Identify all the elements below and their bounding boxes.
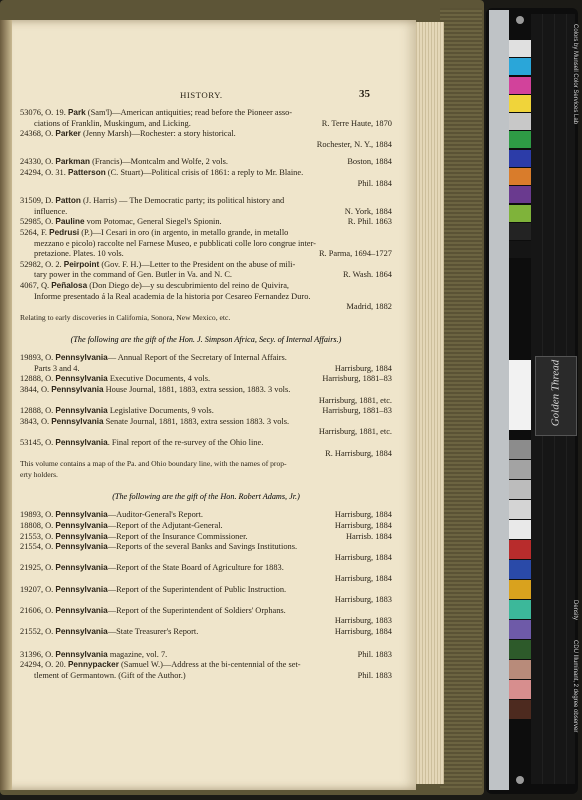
entry-imprint: R. Parma, 1694–1727 — [318, 249, 392, 259]
catalog-entries — [20, 108, 392, 681]
entry-text: 3843, O. Pennsylvania Senate Journal, 1881, 1883, extra session 1883. 3 vols. — [20, 416, 290, 426]
color-swatch — [509, 77, 531, 94]
entry-text: 53076, O. 19. Park (Sam'l)—American antiquities; read before the Pioneer asso- — [20, 108, 293, 117]
color-swatch — [509, 700, 531, 719]
entry-text: 52985, O. Pauline vom Potomac, General Siegel's Spionin. — [20, 217, 222, 227]
entry-text: erty holders. — [20, 469, 58, 479]
catalog-entry-line — [20, 532, 392, 543]
target-hole-bottom — [516, 776, 524, 784]
catalog-entry-line — [20, 671, 392, 682]
entry-text: 31396, O. Pennsylvania magazine, vol. 7. — [20, 649, 168, 659]
page-edges — [414, 22, 444, 784]
catalog-entry-line — [20, 239, 392, 250]
color-swatch — [509, 600, 531, 619]
entry-text: 21606, O. Pennsylvania—Report of the Superintendent of Soldiers' Orphans. — [20, 605, 286, 615]
entry-text: Informe presentado á la Real academia de la historia por Cesareo Fernandez Duro. — [34, 291, 311, 301]
entry-text: tlement of Germantown. (Gift of the Author.) — [34, 670, 186, 680]
catalog-entry-line — [20, 302, 392, 313]
color-swatch — [509, 95, 531, 112]
entry-text: 24294, O. 31. Patterson (C. Stuart)—Political crisis of 1861: a reply to Mr. Blaine. — [20, 167, 304, 177]
line-gap — [20, 150, 392, 157]
entry-imprint: Phil. 1884 — [357, 178, 392, 188]
catalog-entry-line — [20, 606, 392, 617]
catalog-entry-line — [20, 396, 392, 407]
color-swatches-top — [509, 40, 531, 260]
entry-imprint: Harrisburg, 1884 — [334, 552, 392, 562]
entry-text: 12888, O. Pennsylvania Executive Documents, 4 vols. — [20, 374, 211, 384]
target-hole-top — [516, 16, 524, 24]
entry-imprint: Harrisburg, 1884 — [334, 521, 392, 530]
entry-note — [20, 313, 392, 324]
line-gap — [20, 346, 392, 353]
entry-text: 3844, O. Pennsylvania House Journal, 1881, 1883, extra session, 1883. 3 vols. — [20, 385, 291, 395]
entry-imprint: Harrisburg, 1884 — [334, 510, 392, 520]
entry-text: 19207, O. Pennsylvania—Report of the Superintendent of Public Instruction. — [20, 584, 287, 594]
entry-text: 24368, O. Parker (Jenny Marsh)—Rochester: a story historical. — [20, 129, 236, 139]
color-swatch — [509, 440, 531, 459]
golden-thread-stamp — [535, 356, 577, 436]
color-swatch — [509, 640, 531, 659]
entry-imprint: Harrisburg, 1884 — [334, 363, 392, 373]
catalog-entry-line — [20, 196, 392, 207]
target-top-label: Colors by Munsell Color Services Lab — [572, 24, 578, 125]
density-label: Density — [572, 600, 578, 621]
catalog-entry-line — [20, 417, 392, 428]
entry-text: 19893, O. Pennsylvania—Auditor-General's Report. — [20, 510, 204, 520]
page-gutter — [0, 20, 12, 790]
entry-text: mezzano e picolo) raccolte nel Farnese Museo, e pubblicati colle loro congrue inter- — [34, 238, 316, 248]
catalog-entry-line — [20, 385, 392, 396]
color-swatch — [509, 520, 531, 539]
entry-text: 24330, O. Parkman (Francis)—Montcalm and Wolfe, 2 vols. — [20, 157, 228, 167]
entry-text: 12888, O. Pennsylvania Legislative Documents, 9 vols. — [20, 406, 214, 416]
catalog-entry-line — [20, 353, 392, 364]
catalog-entry-line — [20, 650, 392, 661]
section-gap — [20, 480, 392, 492]
entry-imprint: R. Wash. 1864 — [343, 270, 392, 280]
entry-text: Parts 3 and 4. — [34, 363, 80, 373]
catalog-entry-line — [20, 585, 392, 596]
catalog-entry-line — [20, 364, 392, 375]
color-swatch — [509, 540, 531, 559]
catalog-entry-line — [20, 140, 392, 151]
entry-text: 5264, F. Pedrusi (P.)—I Cesari in oro (in argento, in metallo grande, in metallo — [20, 227, 289, 237]
target-bottom-label: CDU Illuminant, 2 degree observer — [572, 640, 578, 733]
color-swatch — [509, 480, 531, 499]
entry-text: ciations of Franklin, Muskingum, and Licking. — [34, 118, 191, 128]
entry-text: 21925, O. Pennsylvania—Report of the State Board of Agriculture for 1883. — [20, 563, 284, 573]
color-swatch — [509, 205, 531, 222]
catalog-entry-line — [20, 129, 392, 140]
catalog-entry-line — [20, 270, 392, 281]
color-swatch — [509, 660, 531, 679]
color-swatch — [509, 500, 531, 519]
catalog-entry-line — [20, 510, 392, 521]
catalog-entry-line — [20, 627, 392, 638]
entry-imprint: Harrisburg, 1884 — [334, 573, 392, 583]
section-gap — [20, 323, 392, 335]
catalog-entry-line — [20, 217, 392, 228]
running-head: HISTORY. — [180, 90, 223, 100]
catalog-entry-line — [20, 260, 392, 271]
catalog-entry-line — [20, 595, 392, 606]
entry-text: 4067, Q. Peñalosa (Don Diego de)—y su descubrimiento del reino de Quivira, — [20, 280, 290, 290]
entry-imprint: Phil. 1883 — [357, 670, 392, 680]
color-swatch — [509, 186, 531, 203]
entry-text: 24294, O. 20. Pennypacker (Samuel W.)—Address at the bi-centennial of the set- — [20, 660, 301, 670]
entry-imprint: Harrisburg, 1881, etc. — [318, 427, 392, 437]
target-label-box — [509, 360, 531, 430]
entry-note — [20, 470, 392, 481]
catalog-entry-line — [20, 292, 392, 303]
color-swatch — [509, 40, 531, 57]
entry-imprint: Harrisburg, 1881–83 — [322, 374, 392, 384]
entry-imprint: Harrisburg, 1883 — [334, 595, 392, 605]
catalog-entry-line — [20, 427, 392, 438]
catalog-entry-line — [20, 542, 392, 553]
catalog-entry-line — [20, 563, 392, 574]
entry-text: pretazione. Plates. 10 vols. — [34, 249, 124, 259]
cover-cloth-texture — [440, 8, 482, 788]
catalog-entry-line — [20, 119, 392, 130]
entry-text: 18808, O. Pennsylvania—Report of the Adjutant-General. — [20, 521, 223, 530]
entry-note — [20, 459, 392, 470]
entry-text: 21552, O. Pennsylvania—State Treasurer's Report. — [20, 626, 199, 636]
color-swatch — [509, 560, 531, 579]
stamp-text: Golden Thread — [549, 359, 562, 427]
catalog-entry-line — [20, 179, 392, 190]
entry-imprint: Harrisburg, 1883 — [334, 616, 392, 626]
color-swatch — [509, 241, 531, 258]
catalog-entry-line — [20, 521, 392, 532]
entry-text: 21554, O. Pennsylvania—Reports of the several Banks and Savings Institutions. — [20, 542, 298, 552]
catalog-entry-line — [20, 553, 392, 564]
catalog-entry-line — [20, 616, 392, 627]
color-swatches-bottom — [509, 440, 531, 720]
line-gap — [20, 503, 392, 510]
entry-text: Relating to early discoveries in California, Sonora, New Mexico, etc. — [20, 312, 231, 322]
color-swatch — [509, 680, 531, 699]
entry-imprint: Phil. 1883 — [357, 649, 392, 659]
catalog-entry-line — [20, 574, 392, 585]
catalog-entry-line — [20, 228, 392, 239]
page-number: 35 — [359, 88, 370, 100]
entry-imprint: R. Phil. 1863 — [347, 217, 392, 227]
entry-imprint: Rochester, N. Y., 1884 — [316, 139, 392, 149]
catalog-entry-line — [20, 207, 392, 218]
catalog-entry-line — [20, 406, 392, 417]
entry-imprint: Madrid, 1882 — [346, 302, 392, 312]
catalog-entry-line — [20, 374, 392, 385]
entry-text: This volume contains a map of the Pa. and Ohio boundary line, with the names of prop- — [20, 459, 287, 469]
entry-imprint: Boston, 1884 — [347, 157, 392, 167]
entry-text: 53145, O. Pennsylvania. Final report of the re-survey of the Ohio line. — [20, 438, 264, 448]
entry-imprint: Harrisburg, 1884 — [334, 626, 392, 636]
entry-imprint: Harrisb. 1884 — [345, 531, 392, 541]
color-swatch — [509, 460, 531, 479]
entry-text: 21553, O. Pennsylvania—Report of the Insurance Commissioner. — [20, 531, 248, 541]
line-gap — [20, 189, 392, 196]
color-swatch — [509, 580, 531, 599]
color-swatch — [509, 113, 531, 130]
gift-section-heading: (The following are the gift of the Hon. J. Simpson Africa, Secy. of Internal Affairs.) — [70, 335, 342, 345]
catalog-entry-line — [20, 449, 392, 460]
catalog-entry-line — [20, 157, 392, 168]
entry-text: 52982, O. 2. Peirpoint (Gov. F. H.)—Letter to the President on the abuse of mili- — [20, 259, 296, 269]
color-swatch — [509, 150, 531, 167]
color-swatch — [509, 168, 531, 185]
catalog-entry-line — [20, 249, 392, 260]
gray-scale-strip — [489, 10, 509, 790]
entry-text: 31509, D. Patton (J. Harris) — The Democratic party; its political history and — [20, 196, 285, 206]
entry-text: tary power in the command of Gen. Butler in Va. and N. C. — [34, 270, 233, 280]
entry-text: influence. — [34, 206, 68, 216]
catalog-entry-line — [20, 108, 392, 119]
color-swatch — [509, 131, 531, 148]
catalog-entry-line — [20, 438, 392, 449]
entry-imprint: Harrisburg, 1881, etc. — [318, 395, 392, 405]
catalog-entry-line — [20, 281, 392, 292]
entry-imprint: N. York, 1884 — [344, 206, 392, 216]
entry-imprint: R. Harrisburg, 1884 — [325, 448, 392, 458]
color-swatch — [509, 223, 531, 240]
section-gap — [20, 638, 392, 650]
entry-imprint: R. Terre Haute, 1870 — [321, 118, 392, 128]
color-swatch — [509, 620, 531, 639]
color-swatch — [509, 58, 531, 75]
catalog-entry-line — [20, 660, 392, 671]
entry-text: 19893, O. Pennsylvania— Annual Report of the Secretary of Internal Affairs. — [20, 353, 287, 363]
gift-section-heading: (The following are the gift of the Hon. Robert Adams, Jr.) — [112, 492, 300, 502]
entry-imprint: Harrisburg, 1881–83 — [322, 406, 392, 416]
catalog-entry-line — [20, 168, 392, 179]
